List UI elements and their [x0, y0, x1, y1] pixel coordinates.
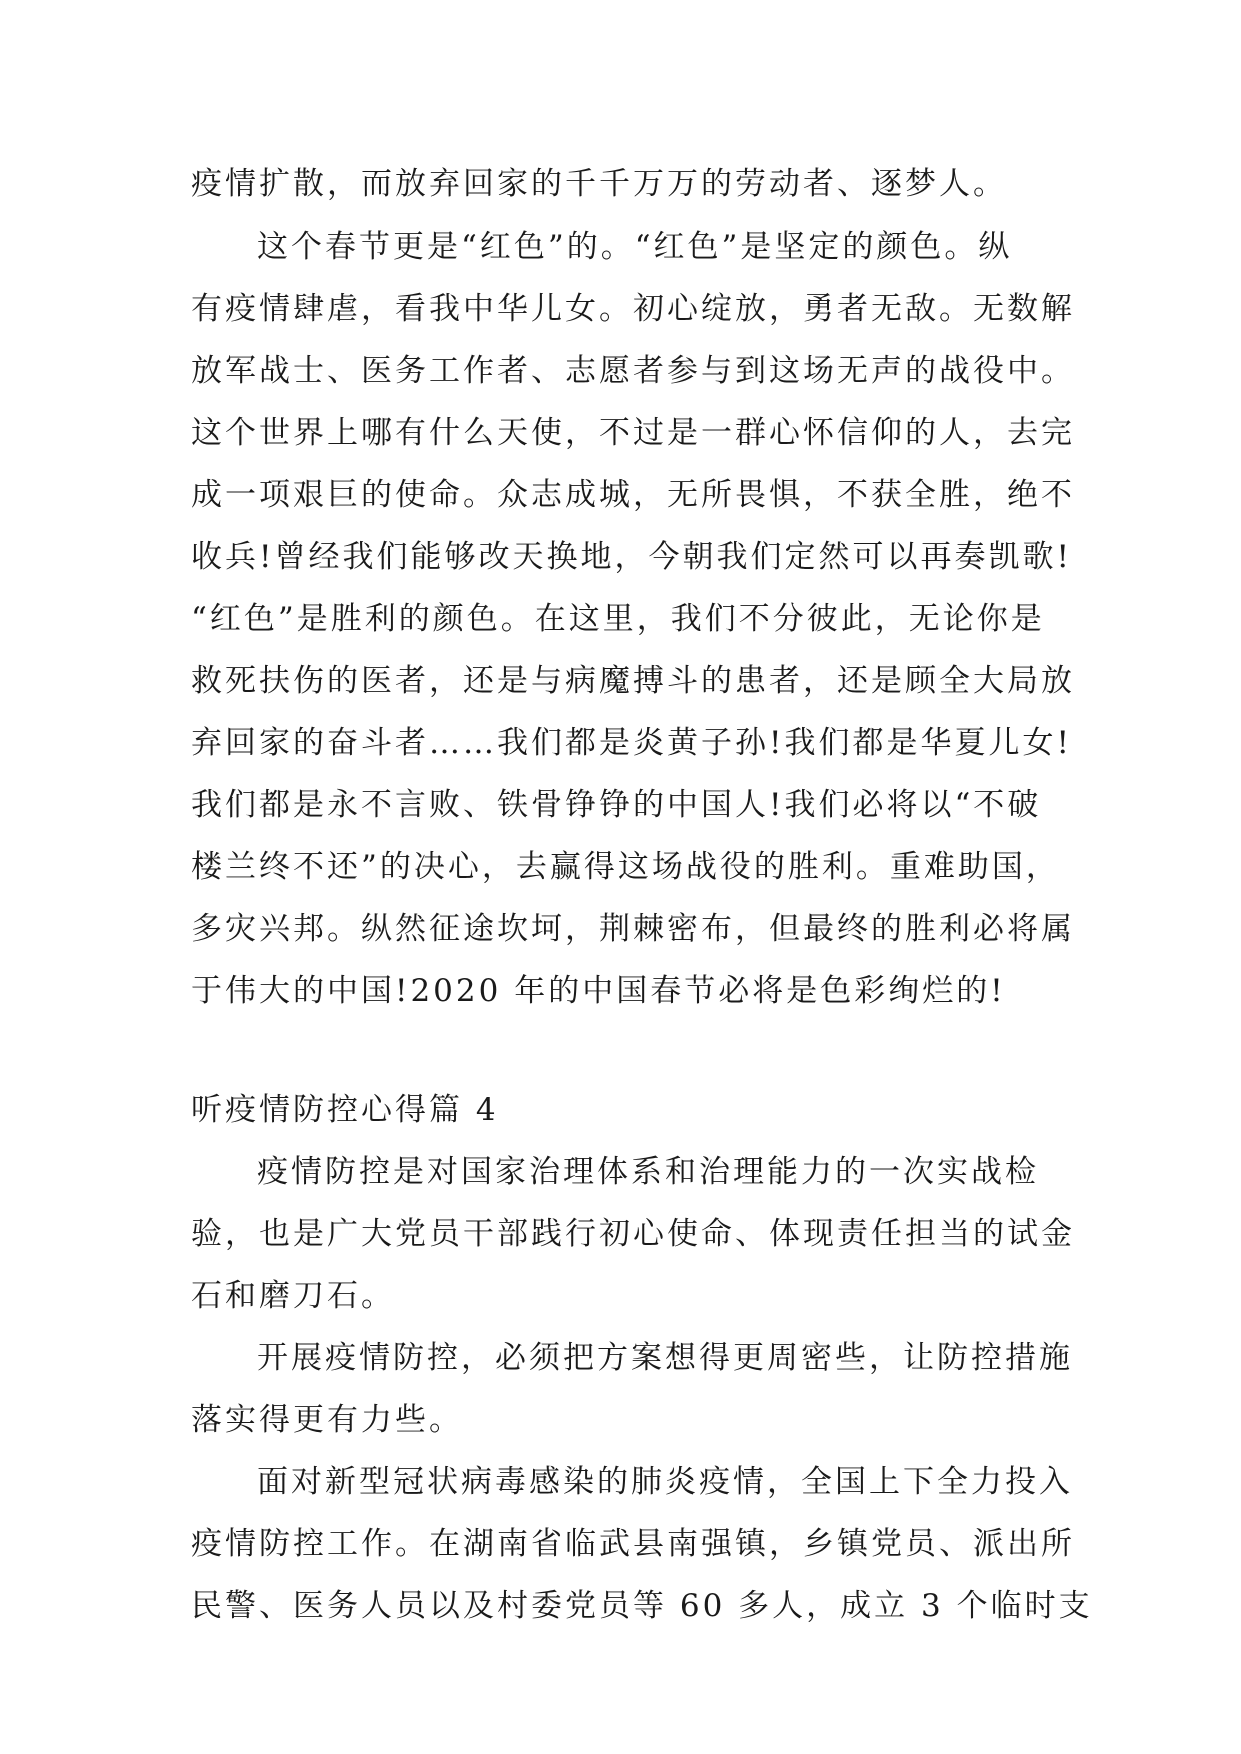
paragraph-first-line: 开展疫情防控，必须把方案想得更周密些，让防控措施 — [257, 1340, 1073, 1376]
text-line: 于伟大的中国!2020 年的中国春节必将是色彩绚烂的! — [191, 973, 1006, 1009]
text-line: 验，也是广大党员干部践行初心使命、体现责任担当的试金 — [191, 1216, 1075, 1252]
text-line: 石和磨刀石。 — [191, 1278, 395, 1314]
text-line: 这个世界上哪有什么天使，不过是一群心怀信仰的人，去完 — [191, 415, 1075, 451]
section-heading: 听疫情防控心得篇 4 — [191, 1092, 499, 1128]
text-line: “红色”是胜利的颜色。在这里，我们不分彼此，无论你是 — [191, 601, 1045, 637]
text-line: 多灾兴邦。纵然征途坎坷，荆棘密布，但最终的胜利必将属 — [191, 911, 1075, 947]
text-line: 成一项艰巨的使命。众志成城，无所畏惧，不获全胜，绝不 — [191, 477, 1075, 513]
text-line: 我们都是永不言败、铁骨铮铮的中国人!我们必将以“不破 — [191, 787, 1042, 823]
text-line: 疫情防控工作。在湖南省临武县南强镇，乡镇党员、派出所 — [191, 1526, 1075, 1562]
paragraph-first-line: 这个春节更是“红色”的。“红色”是坚定的颜色。纵 — [257, 229, 1013, 265]
text-line: 放军战士、医务工作者、志愿者参与到这场无声的战役中。 — [191, 353, 1075, 389]
text-line: 楼兰终不还”的决心，去赢得这场战役的胜利。重难助国， — [191, 849, 1060, 885]
text-line: 弃回家的奋斗者……我们都是炎黄子孙!我们都是华夏儿女! — [191, 725, 1072, 761]
text-line: 收兵!曾经我们能够改天换地，今朝我们定然可以再奏凯歌! — [191, 539, 1072, 575]
paragraph-first-line: 面对新型冠状病毒感染的肺炎疫情，全国上下全力投入 — [257, 1464, 1073, 1500]
text-line: 民警、医务人员以及村委党员等 60 多人，成立 3 个临时支 — [191, 1588, 1093, 1624]
text-line: 落实得更有力些。 — [191, 1402, 463, 1438]
paragraph-first-line: 疫情防控是对国家治理体系和治理能力的一次实战检 — [257, 1154, 1039, 1190]
text-line: 救死扶伤的医者，还是与病魔搏斗的患者，还是顾全大局放 — [191, 663, 1075, 699]
text-line: 疫情扩散，而放弃回家的千千万万的劳动者、逐梦人。 — [191, 166, 1007, 202]
text-line: 有疫情肆虐，看我中华儿女。初心绽放，勇者无敌。无数解 — [191, 291, 1075, 327]
